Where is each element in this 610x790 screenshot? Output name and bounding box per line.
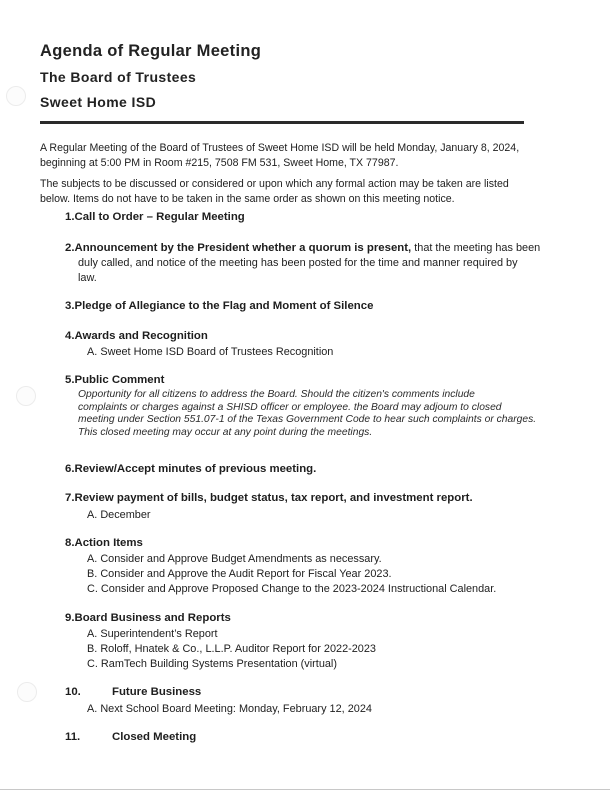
agenda-subitem: A. Next School Board Meeting: Monday, February 12, 2024 — [87, 703, 372, 715]
agenda-subitem: C. RamTech Building Systems Presentation (virtual) — [87, 658, 337, 670]
item-text-line: duly called, and notice of the meeting has been posted for the time and manner required by — [78, 257, 518, 269]
document-title: Agenda of Regular Meeting — [40, 42, 262, 60]
agenda-item-7 — [65, 492, 473, 504]
note-line: This closed meeting may occur at any point during the meetings. — [78, 426, 373, 438]
document-subtitle-board: The Board of Trustees — [40, 69, 197, 85]
item-number: 3. — [65, 300, 75, 312]
item-number: 7. — [65, 492, 75, 504]
item-text-line: law. — [78, 271, 97, 284]
item-title: Pledge of Allegiance to the Flag and Moment of Silence — [74, 300, 374, 312]
item-number: 2. — [65, 242, 75, 254]
agenda-item-5 — [65, 374, 164, 386]
agenda-item-3 — [65, 300, 373, 312]
item-title: Call to Order – Regular Meeting — [74, 211, 245, 223]
agenda-item-8 — [65, 537, 143, 549]
item-text: that the meeting has been — [411, 242, 541, 254]
public-comment-note — [78, 389, 593, 439]
item-number: 11. — [65, 731, 81, 743]
item-title: Announcement by the President whether a quorum is present, — [74, 242, 412, 254]
agenda-subitem: B. Consider and Approve the Audit Report for Fiscal Year 2023. — [87, 568, 392, 580]
agenda-item-6 — [65, 463, 316, 475]
punch-hole-mark — [17, 682, 37, 702]
item-title: Board Business and Reports — [74, 612, 231, 624]
item-number: 9. — [65, 612, 75, 624]
item-number: 6. — [65, 463, 75, 475]
agenda-subitem: A. Superintendent’s Report — [87, 628, 218, 640]
agenda-item-4 — [65, 330, 208, 342]
note-line: Opportunity for all citizens to address the Board. Should the citizen's comments include — [78, 389, 475, 400]
item-number: 10. — [65, 686, 81, 698]
agenda-item-9 — [65, 612, 231, 624]
subjects-notice — [40, 177, 585, 206]
agenda-item-2-continued — [78, 256, 588, 285]
item-number: 4. — [65, 330, 75, 342]
meeting-notice-line: beginning at 5:00 PM in Room #215, 7508 FM 531, Sweet Home, TX 77987. — [40, 156, 399, 169]
note-line: meeting under Section 551.07-1 of the Texas Government Code to hear such complaints or charges. — [78, 414, 537, 425]
header-divider — [40, 121, 524, 124]
punch-hole-mark — [6, 86, 26, 106]
note-line: complaints or charges against a SHISD officer or employee. the Board may adjoum to closed — [78, 401, 502, 413]
item-title: Review/Accept minutes of previous meeting. — [74, 463, 317, 475]
agenda-item-11 — [65, 731, 196, 743]
punch-hole-mark — [16, 386, 36, 406]
agenda-subitem: B. Roloff, Hnatek & Co., L.L.P. Auditor Report for 2022-2023 — [87, 643, 376, 655]
agenda-item-1 — [65, 211, 245, 223]
agenda-subitem: A. Consider and Approve Budget Amendments as necessary. — [87, 553, 382, 565]
agenda-subitem: A. December — [87, 509, 151, 521]
agenda-item-10 — [65, 686, 201, 698]
meeting-notice-line: A Regular Meeting of the Board of Trustees of Sweet Home ISD will be held Monday, January 8, 2024, — [40, 142, 520, 154]
item-title: Action Items — [74, 537, 143, 549]
item-number: 8. — [65, 537, 75, 549]
document-subtitle-district: Sweet Home ISD — [40, 94, 157, 110]
agenda-subitem: C. Consider and Approve Proposed Change to the 2023-2024 Instructional Calendar. — [87, 583, 497, 595]
meeting-notice — [40, 141, 585, 170]
item-number: 5. — [65, 374, 75, 386]
item-title: Closed Meeting — [112, 731, 197, 743]
item-title: Awards and Recognition — [74, 330, 208, 342]
item-title: Future Business — [112, 686, 202, 698]
agenda-subitem: A. Sweet Home ISD Board of Trustees Recognition — [87, 346, 334, 358]
item-title: Review payment of bills, budget status, tax report, and investment report. — [74, 492, 473, 504]
agenda-item-2 — [65, 241, 590, 256]
subjects-notice-line: below. Items do not have to be taken in the same order as shown on this meeting notice. — [40, 192, 455, 205]
subjects-notice-line: The subjects to be discussed or considered or upon which any formal action may be taken are listed — [40, 178, 509, 190]
item-title: Public Comment — [74, 374, 165, 386]
item-number: 1. — [65, 211, 75, 223]
